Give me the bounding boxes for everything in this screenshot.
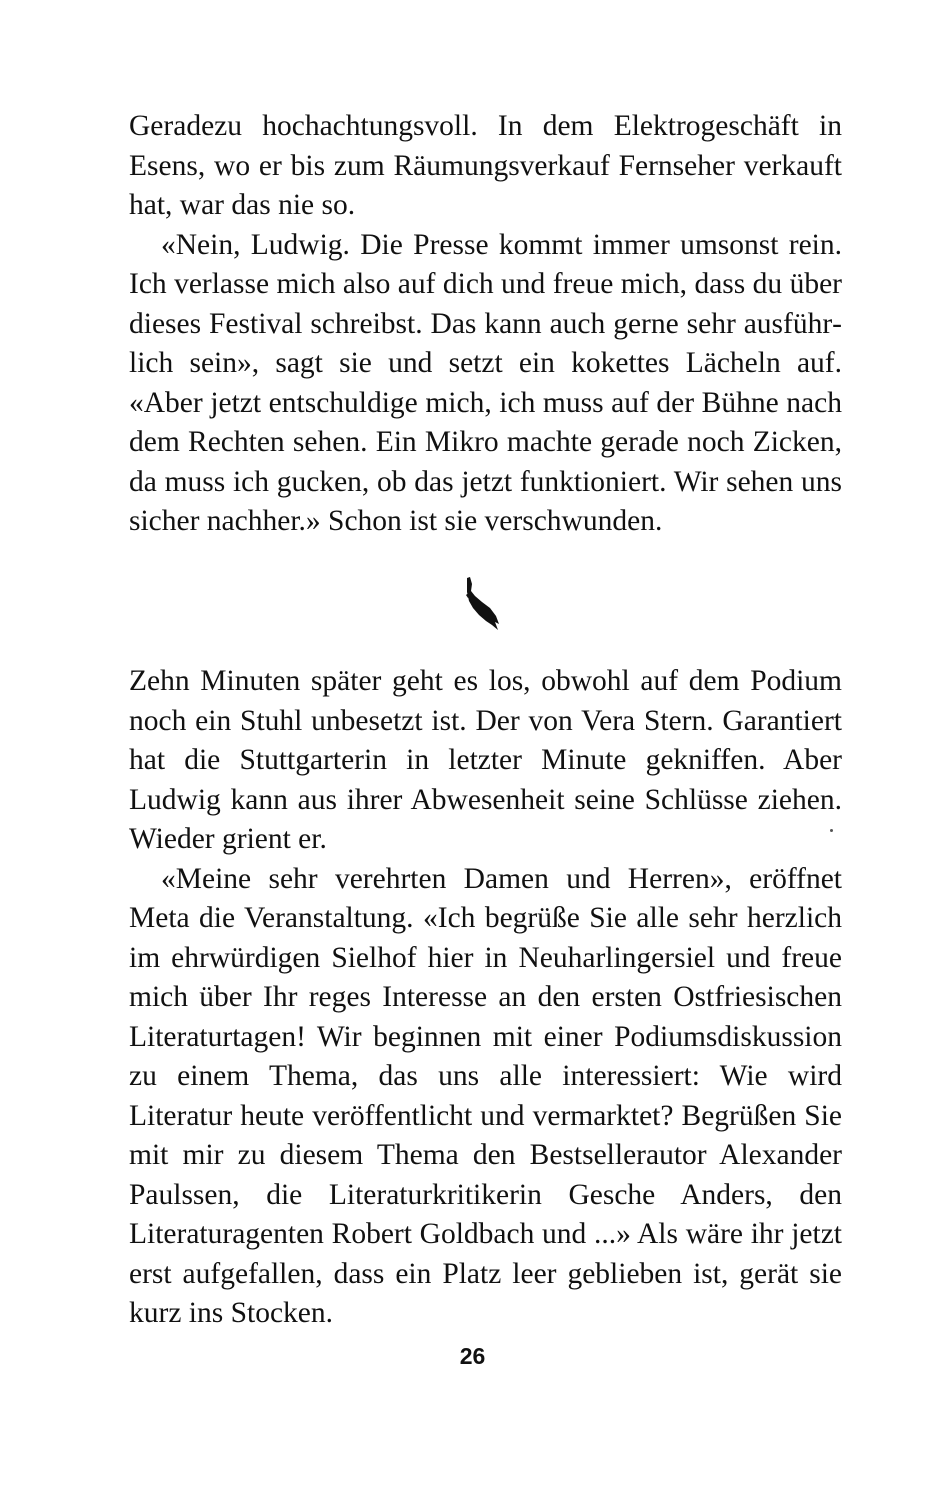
text-line: Zehn Minuten später geht es los, obwohl auf dem Podium: [129, 665, 842, 697]
text-line: lich sein», sagt sie und setzt ein kokettes Lächeln auf. «Aber: [129, 347, 842, 419]
paragraph: [129, 107, 842, 226]
text-section-two: [129, 662, 842, 1334]
text-line: «Nein, Ludwig. Die Presse kommt immer umsonst rein.: [161, 228, 842, 261]
paragraph: [129, 662, 842, 860]
text-line: tiert hat die Stuttgarterin in letzter Minute gekniffen. Aber: [129, 704, 842, 776]
text-line: heute veröffentlicht und vermarktet? Begrüßen Sie mit mir: [129, 1099, 842, 1171]
text-line: Robert Goldbach und ...» Als wäre ihr jetzt erst aufgefallen,: [129, 1218, 842, 1290]
text-line: Ich verlasse mich also auf dich und freue mich, dass du über: [129, 268, 842, 300]
text-line: Ludwig kann aus ihrer Abwesenheit seine Schlüsse ziehen.: [129, 783, 842, 816]
text-line: Rechten sehen. Ein Mikro machte gerade noch Zicken, da: [129, 426, 842, 498]
text-line: Meta die Veranstaltung. «Ich begrüße Sie alle sehr herzlich: [129, 902, 842, 934]
text-line: jetzt entschuldige mich, ich muss auf der Bühne nach dem: [129, 386, 842, 458]
text-section-one: [129, 107, 842, 542]
text-line: Wieder grient er.: [129, 823, 327, 855]
text-line: noch ein Stuhl unbesetzt ist. Der von Vera Stern. Garan: [129, 704, 795, 737]
text-line: sicher nachher.» Schon ist sie verschwunden.: [129, 505, 663, 537]
paragraph: [129, 226, 842, 542]
print-speck: [830, 829, 833, 832]
paragraph: [129, 860, 842, 1334]
text-line: dieses Festival schreibst. Das kann auch gerne sehr ausführ: [129, 307, 842, 340]
text-line: im ehrwürdigen Sielhof hier in Neuharlingersiel und freue: [129, 941, 842, 974]
text-line: die Literaturkritikerin Gesche Anders, den Literaturagenten: [129, 1178, 842, 1250]
text-line: Esens, wo er bis zum Räumungsverkauf Fernseher verkauft: [129, 149, 842, 182]
page-number: 26: [459, 1343, 486, 1369]
text-line: zu diesem Thema den Bestsellerautor Alexander Paulssen,: [129, 1139, 842, 1211]
text-line: muss ich gucken, ob das jetzt funktioniert. Wir sehen uns: [164, 465, 842, 498]
text-line: zu einem Thema, das uns alle interessiert: Wie wird Literatur: [129, 1060, 842, 1132]
text-line: hat, war das nie so.: [129, 189, 356, 221]
text-line: dass ein Platz leer geblieben ist, gerät sie kurz ins Stocken.: [129, 1257, 842, 1329]
text-line: Literaturtagen! Wir beginnen mit einer Podiumsdiskussion: [129, 1020, 842, 1053]
text-line: mich über Ihr reges Interesse an den ersten Ostfriesischen: [129, 981, 842, 1013]
bird-silhouette-icon: [462, 575, 502, 631]
text-line: «Meine sehr verehrten Damen und Herren», eröffnet: [161, 862, 842, 895]
text-line: Geradezu hochachtungsvoll. In dem Elektrogeschäft in: [129, 110, 842, 142]
